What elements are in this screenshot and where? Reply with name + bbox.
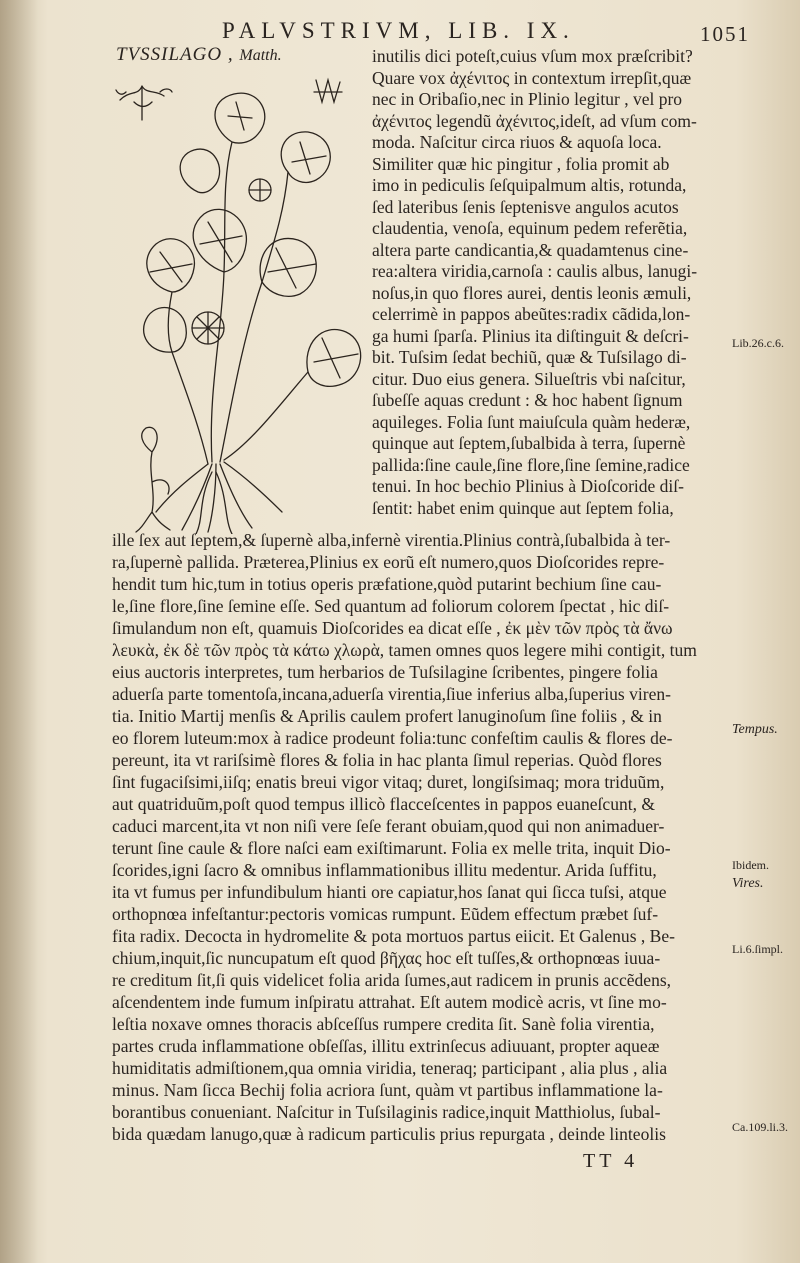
text-line: aſcendentem inde fumum inſpiratu attrahat. Eſt autem modicè acris, vt ſine mo- (112, 992, 667, 1012)
plant-name: TVSSILAGO , (116, 44, 234, 65)
text-line: caduci marcent,ita vt non niſi vere ſeſe ferant obuiam,quod qui non animaduer- (112, 816, 665, 836)
margin-note-vires: Vires. (732, 876, 764, 891)
text-line: aut quatriduũm,poſt quod tempus illicò flacceſcentes in pappos euaneſcunt, & (112, 794, 656, 814)
text-line: ſed lateribus ſenis ſeptenisve angulos acutos (372, 196, 679, 217)
text-line: tia. Initio Martij menſis & Aprilis caulem profert lanuginoſum ſine foliis , & in (112, 706, 662, 726)
text-line: moda. Naſcitur circa riuos & aquoſa loca. (372, 132, 662, 152)
text-line: ra,ſupernè pallida. Præterea,Plinius ex eorũ eſt numero,quos Dioſcorides repre- (112, 552, 665, 572)
margin-note-tempus: Tempus. (732, 722, 778, 737)
plant-authority: Matth. (239, 47, 282, 64)
text-line: altera parte candicantia,& quadamtenus cine- (372, 239, 689, 260)
text-line: eius auctoris interpretes, tum herbarios de Tuſsilagine ſcribentes, pingere folia (112, 662, 658, 682)
text-line: borantibus conueniant. Naſcitur in Tuſsilaginis radice,inquit Matthiolus, ſubal- (112, 1102, 661, 1122)
text-line: rea:altera viridia,carnoſa : caulis albus, lanugi- (372, 261, 698, 281)
text-line: quinque aut ſeptem,ſubalbida à terra, ſupernè (372, 433, 686, 453)
text-line: celerrimè in pappos abeũtes:radix cãdida,lon- (372, 304, 691, 324)
text-line: ſentit: habet enim quinque aut ſeptem folia, (372, 497, 674, 518)
page-number: 1051 (700, 22, 750, 46)
text-line: bida quædam lanugo,quæ à radicum particulis prius repurgata , deinde linteolis (112, 1124, 666, 1144)
text-line: terunt ſine caule & flore naſci eam exiſtimarunt. Folia ex melle trita, inquit Dio- (112, 838, 671, 858)
margin-note-lisimpl: Li.6.ſimpl. (732, 942, 783, 956)
text-line: ille ſex aut ſeptem,& ſupernè alba,infernè virentia.Plinius contrà,ſubalbida à ter- (112, 530, 671, 550)
text-line: Quare vox ἀχένιτος in contextum irrepſit,quæ (372, 67, 692, 88)
text-line: citur. Duo eius genera. Silueſtris vbi naſcitur, (372, 368, 686, 389)
text-line: nec in Oribaſio,nec in Plinio legitur , vel pro (372, 89, 683, 109)
margin-note-lib: Lib.26.c.6. (732, 336, 784, 350)
text-line: bit. Tuſsim ſedat bechiũ, quæ & Tuſsilago di- (372, 347, 687, 367)
plant-heading (116, 44, 282, 66)
text-line: chium,inquit,ſic nuncupatum eſt quod βῆχας hoc eſt tuſſes,& orthopnœas iuua- (112, 948, 661, 968)
text-line: ſimulandum non eſt, quamuis Dioſcorides ea dicat eſſe , ἐκ μὲν τῶν πρὸς τὰ ἄνω (112, 618, 673, 638)
text-line: humiditatis admiſtionem,qua omnia viridia, teneraq; participant , alia plus , alia (112, 1058, 668, 1078)
text-line: fita radix. Decocta in hydromelite & pota mortuos partus eiicit. Et Galenus , Be- (112, 926, 675, 946)
text-line: λευκὰ, ἐκ δὲ τῶν πρὸς τὰ κάτω χλωρὰ, tamen omnes quos legere mihi contigit, tum (112, 640, 697, 660)
tussilago-woodcut-illustration (112, 72, 370, 534)
text-line: pereunt, ita vt rariſsimè flores & folia in hac planta ſimul reperias. Quòd flores (112, 750, 662, 770)
text-line: tenui. In hoc bechio Plinius à Dioſcoride diſ- (372, 476, 684, 496)
text-line: ſint fugaciſsimi,iiſq; enatis breui vigor vitaq; duret, longiſsimaq; mora triduũm, (112, 772, 665, 792)
text-line: ga humi ſparſa. Plinius ita diſtinguit & deſcri- (372, 325, 689, 346)
signature-mark: TT 4 (583, 1150, 639, 1172)
text-line: re creditum ſit,ſi quis videlicet folia arida ſumes,aut radicem in prunis accẽdens, (112, 970, 672, 990)
text-line: Similiter quæ hic pingitur , folia promit ab (372, 153, 670, 174)
text-line: partes cruda inflammatione obſeſſas, illitu extrinſecus adiuuant, propter aqueæ (112, 1036, 660, 1056)
text-line: minus. Nam ſicca Bechij folia acriora ſunt, quàm vt partibus inflammatione la- (112, 1080, 663, 1100)
text-line: noſus,in quo flores aurei, dentis leonis æmuli, (372, 282, 692, 303)
text-line: orthopnœa infeſtantur:pectoris vomicas rumpunt. Eũdem effectum præbet ſuf- (112, 904, 659, 924)
text-line: imo in pediculis ſeſquipalmum altis, rotunda, (372, 175, 687, 195)
margin-note-ibidem: Ibidem. (732, 858, 769, 872)
text-line: leſtia noxave omnes thoracis abſceſſus rumpere credita ſit. Sanè folia virentia, (112, 1014, 655, 1034)
text-line: hendit tum hic,tum in totius operis præfatione,quòd putarint bechium ſine cau- (112, 574, 662, 594)
text-line: inutilis dici poteſt,cuius vſum mox præſcribit? (372, 46, 693, 66)
text-line: pallida:ſine caule,ſine flore,ſine ſemine,radice (372, 454, 690, 475)
running-header-title: PALVSTRIVM, LIB. IX. (222, 18, 575, 43)
text-line: ſubeſſe aquas credunt : & hoc habent ſignum (372, 390, 683, 410)
text-line: aquileges. Folia ſunt maiuſcula quàm hederæ, (372, 411, 691, 432)
text-line: ita vt fumus per infundibulum hianti ore capiatur,hos ſanat qui ſicca tuſsi, atque (112, 882, 667, 902)
text-line: aduerſa parte tomentoſa,incana,aduerſa virentia,ſiue inferius alba,ſuperius viren- (112, 684, 672, 704)
text-line: ἀχένιτος legendũ ἀχένιτος,ideſt, ad vſum com- (372, 110, 697, 131)
margin-note-ca: Ca.109.li.3. (732, 1120, 788, 1134)
text-line: le,ſine flore,ſine ſemine eſſe. Sed quantum ad foliorum colorem ſpectat , hic diſ- (112, 596, 670, 616)
text-line: ſcorides,igni ſacro & omnibus inflammationibus illitu medentur. Arida ſuffitu, (112, 860, 657, 880)
binding-gutter-shadow (0, 0, 38, 1263)
text-line: claudentia, venoſa, equinum pedem referẽtia, (372, 218, 688, 238)
text-line: eo florem luteum:mox à radice prodeunt folia:tunc confeſtim caulis & flores de- (112, 728, 673, 748)
